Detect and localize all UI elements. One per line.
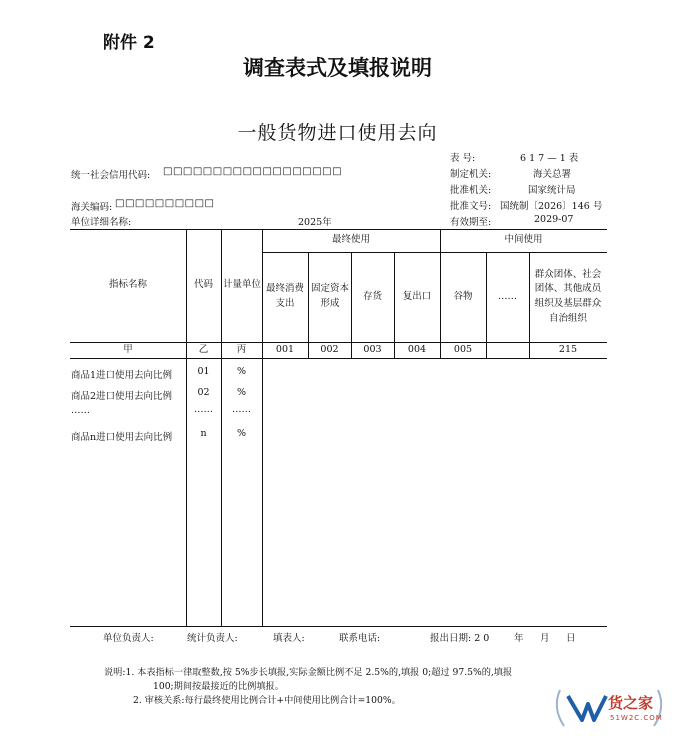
page-title: 调查表式及填报说明 <box>243 56 432 80</box>
made-by-value: 海关总署 <box>533 169 572 180</box>
code-cell-ellipsis <box>486 342 529 358</box>
header-unit: 计量单位 <box>223 279 262 291</box>
code-cell-002: 002 <box>320 343 339 355</box>
footer-day-char: 日 <box>566 633 576 644</box>
row-code-n: n <box>200 427 207 439</box>
row-unit-ellipsis: …… <box>232 403 251 415</box>
code-cell-004: 004 <box>407 343 427 355</box>
header-final-use: 最终使用 <box>331 234 370 246</box>
report-year: 2025年 <box>298 217 332 228</box>
customs-code-label: 海关编码: <box>71 202 113 213</box>
footer-phone: 联系电话: <box>339 633 381 644</box>
approved-by-label: 批准机关: <box>450 185 492 196</box>
credit-code-label: 统一社会信用代码: <box>71 170 151 181</box>
code-cell-005: 005 <box>453 343 473 355</box>
unit-name-label: 单位详细名称: <box>71 217 132 228</box>
code-cell-yi: 乙 <box>198 343 209 355</box>
row-code-1: 01 <box>197 365 210 377</box>
watermark-logo <box>550 682 668 734</box>
header-re-export: 复出口 <box>402 290 432 302</box>
approval-no-value: 国统制〔2026〕146 号 <box>500 201 603 212</box>
footer-report-date: 报出日期: 2 0 <box>430 633 490 644</box>
code-cell-001: 001 <box>275 343 295 355</box>
row-name-n: 商品n进口使用去向比例 <box>71 432 173 443</box>
note-line-2: 100;期间按最接近的比例填报。 <box>153 681 284 692</box>
header-indicator: 指标名称 <box>108 279 147 291</box>
watermark-sub: 51W2C.COM <box>610 714 663 722</box>
code-cell-bing: 丙 <box>236 343 247 355</box>
table-bottom-rule <box>70 626 607 627</box>
row-code-2: 02 <box>197 386 210 398</box>
row-name-1: 商品1进口使用去向比例 <box>71 370 173 381</box>
approval-no-label: 批准文号: <box>450 201 492 212</box>
approved-by-value: 国家统计局 <box>528 185 576 196</box>
attachment-label: 附件 2 <box>103 33 155 53</box>
credit-code-boxes: □□□□□□□□□□□□□□□□□□ <box>163 166 343 177</box>
row-code-ellipsis: …… <box>194 403 213 415</box>
header-mass-organizations: 群众团体、社会团体、其他成员组织及基层群众自治组织 <box>534 268 602 324</box>
header-intermediate-use: 中间使用 <box>504 234 543 246</box>
row-unit-2: % <box>236 386 247 398</box>
header-grain: 谷物 <box>453 290 473 302</box>
footer-month-char: 月 <box>540 633 550 644</box>
code-cell-003: 003 <box>363 343 382 355</box>
header-ellipsis: …… <box>498 290 517 302</box>
header-capital-formation: 固定资本形成 <box>310 283 349 309</box>
footer-filler: 填表人: <box>273 633 305 644</box>
code-cell-jia: 甲 <box>123 343 133 355</box>
note-line-3: 2. 审核关系:每行最终使用比例合计+中间使用比例合计=100%。 <box>133 695 401 706</box>
row-unit-n: % <box>236 427 247 439</box>
made-by-label: 制定机关: <box>450 169 492 180</box>
footer-stats-head: 统计负责人: <box>187 633 238 644</box>
form-title: 一般货物进口使用去向 <box>237 122 438 144</box>
row-unit-1: % <box>236 365 247 377</box>
code-row-rule <box>70 358 607 359</box>
row-name-ellipsis: …… <box>71 405 90 416</box>
note-line-1: 说明:1. 本表指标一律取整数,按 5%步长填报,实际金额比例不足 2.5%的,填报 0;超过 97.5%的,填报 <box>104 667 513 678</box>
row-name-2: 商品2进口使用去向比例 <box>71 391 173 402</box>
code-cell-215: 215 <box>558 343 578 355</box>
customs-code-boxes: □□□□□□□□□□ <box>115 198 215 209</box>
watermark-brand: 货之家 <box>608 694 654 712</box>
table-no-label: 表 号: <box>450 153 476 164</box>
footer-year-char: 年 <box>514 633 524 644</box>
header-final-consumption: 最终消费支出 <box>265 283 304 309</box>
header-inventory: 存货 <box>362 290 382 302</box>
footer-unit-head: 单位负责人: <box>103 633 154 644</box>
table-no-value: 6 1 7 — 1 表 <box>520 153 579 164</box>
valid-value: 2029-07 <box>534 214 574 225</box>
header-code: 代码 <box>193 279 213 291</box>
valid-label: 有效期至: <box>450 217 492 228</box>
